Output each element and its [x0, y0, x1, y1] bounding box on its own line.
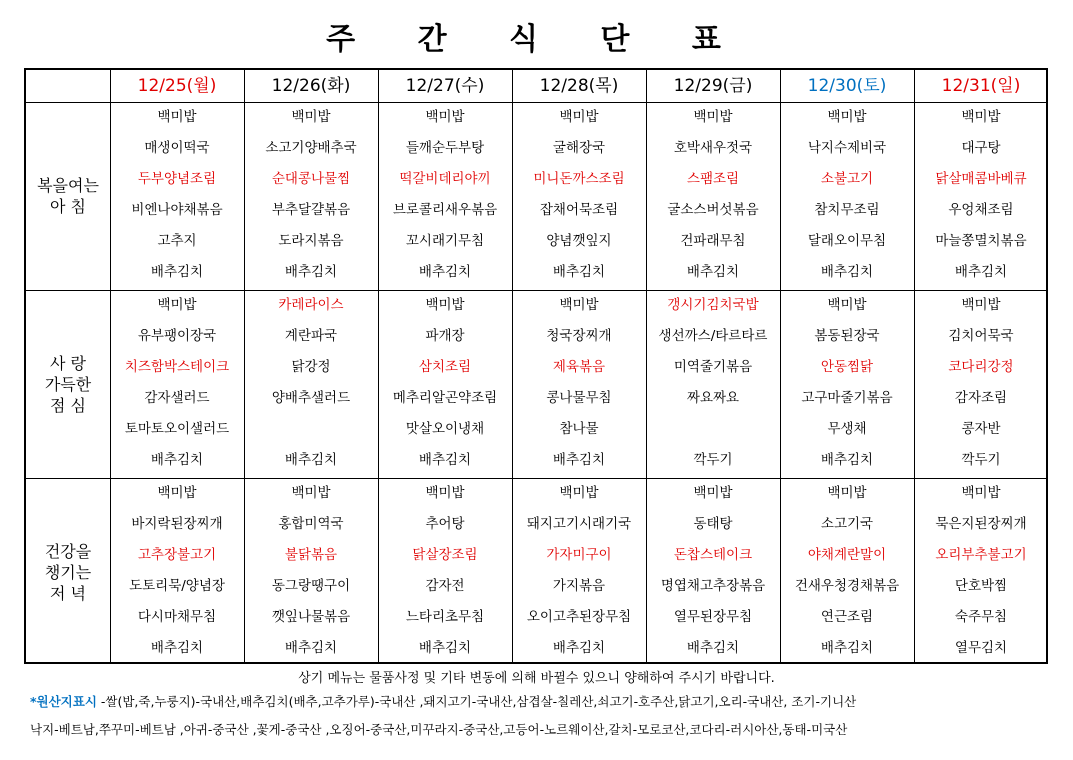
menu-item: 소불고기: [820, 171, 874, 187]
day-header: 12/28(목): [539, 76, 619, 96]
menu-item: 제육볶음: [552, 359, 606, 375]
meal-label: [26, 541, 110, 604]
menu-item: 오이고추된장무침: [526, 609, 632, 625]
menu-item: 잡채어묵조림: [539, 202, 619, 218]
menu-item: 백미밥: [827, 485, 867, 501]
menu-item: 봄동된장국: [814, 328, 880, 344]
menu-item: 돈찹스테이크: [673, 547, 753, 563]
meal-label-line: 복을여는: [37, 176, 99, 195]
menu-item: 파개장: [425, 328, 465, 344]
menu-item: 백미밥: [559, 297, 599, 313]
menu-item: 백미밥: [827, 297, 867, 313]
menu-item: 굴해장국: [552, 140, 606, 156]
menu-item: 배추김치: [284, 640, 338, 656]
menu-item: 백미밥: [693, 109, 733, 125]
menu-item: 닭살장조림: [412, 547, 478, 563]
menu-item: 소고기국: [820, 516, 874, 532]
menu-item: 계란파국: [284, 328, 338, 344]
menu-item: 동태탕: [693, 516, 733, 532]
menu-item: 바지락된장찌개: [131, 516, 223, 532]
menu-table: [24, 68, 1048, 664]
menu-item: 갱시기김치국밥: [667, 297, 759, 313]
menu-item: 홍합미역국: [278, 516, 344, 532]
menu-item: 연근조림: [820, 609, 874, 625]
menu-item: 메추리알곤약조림: [392, 390, 498, 406]
menu-item: 굴소스버섯볶음: [667, 202, 759, 218]
menu-item: 유부팽이장국: [137, 328, 217, 344]
day-header: 12/25(월): [137, 76, 217, 96]
menu-item: 청국장찌개: [546, 328, 612, 344]
menu-item: 콩자반: [961, 421, 1001, 437]
menu-item: 배추김치: [820, 264, 874, 280]
menu-item: 배추김치: [954, 264, 1008, 280]
menu-item: 콩나물무침: [546, 390, 612, 406]
menu-item: 꼬시래기무침: [405, 233, 485, 249]
menu-item: 명엽채고추장볶음: [660, 578, 766, 594]
menu-item: 감자조림: [954, 390, 1008, 406]
menu-item: 우엉채조림: [948, 202, 1014, 218]
origin-text-1: -쌀(밥,죽,누룽지)-국내산,배추김치(배추,고추가루)-국내산 ,돼지고기-국내산,삼겹살-칠레산,쇠고기-호주산,닭고기,오리-국내산, 조기-기니산: [96, 694, 857, 709]
menu-item: 백미밥: [559, 485, 599, 501]
meal-label-line: 사 랑: [50, 353, 86, 373]
menu-item: 깻잎나물볶음: [271, 609, 351, 625]
menu-item: 배추김치: [686, 264, 740, 280]
menu-item: 백미밥: [157, 485, 197, 501]
menu-item: 백미밥: [157, 109, 197, 125]
menu-item: 안동찜닭: [820, 359, 874, 375]
menu-item: 낙지수제비국: [807, 140, 887, 156]
menu-item: 건파래무침: [680, 233, 746, 249]
meal-label-line: 챙기는: [44, 562, 92, 582]
menu-item: 배추김치: [150, 264, 204, 280]
menu-item: 맛살오이냉채: [405, 421, 485, 437]
menu-item: 백미밥: [827, 109, 867, 125]
menu-item: 백미밥: [961, 485, 1001, 501]
menu-item: 들깨순두부탕: [405, 140, 485, 156]
menu-item: 단호박찜: [954, 578, 1008, 594]
menu-item: 달래오이무침: [807, 233, 887, 249]
menu-item: 배추김치: [418, 452, 472, 468]
menu-item: 고구마줄기볶음: [801, 390, 893, 406]
menu-item: 고추지: [157, 233, 197, 249]
menu-item: 순대콩나물찜: [271, 171, 351, 187]
menu-item: 백미밥: [425, 109, 465, 125]
day-header: 12/31(일): [941, 76, 1021, 96]
menu-item: 참치무조림: [814, 202, 880, 218]
menu-item: 배추김치: [418, 640, 472, 656]
menu-item: 닭강정: [291, 359, 331, 375]
menu-item: 백미밥: [425, 297, 465, 313]
menu-item: 배추김치: [820, 452, 874, 468]
menu-item: 카레라이스: [278, 297, 344, 313]
menu-item: 백미밥: [157, 297, 197, 313]
menu-item: 야채계란말이: [807, 547, 887, 563]
menu-item: 닭살매콤바베큐: [935, 171, 1027, 187]
menu-item: 배추김치: [284, 264, 338, 280]
menu-item: 건새우청경채볶음: [794, 578, 900, 594]
menu-item: 깍두기: [961, 452, 1001, 468]
menu-item: 감자샐러드: [144, 390, 210, 406]
menu-item: 깍두기: [693, 452, 733, 468]
origin-line-2: 낙지-베트남,쭈꾸미-베트남 ,아귀-중국산 ,꽃게-중국산 ,오징어-중국산,미꾸라지-중국산,고등어-노르웨이산,갈치-모로코산,코다리-러시아산,동태-미국산: [30, 722, 848, 737]
meal-label-line: 아 침: [50, 197, 86, 216]
menu-item: 추어탕: [425, 516, 465, 532]
menu-item: 열무김치: [954, 640, 1008, 656]
menu-item: 고추장불고기: [137, 547, 217, 563]
menu-item: 미니돈까스조림: [533, 171, 625, 187]
menu-item: 감자전: [425, 578, 465, 594]
menu-item: 숙주무침: [954, 609, 1008, 625]
menu-item: 배추김치: [150, 452, 204, 468]
meal-label-line: 점 심: [50, 395, 86, 415]
menu-item: 마늘쫑멸치볶음: [935, 233, 1027, 249]
menu-item: 배추김치: [552, 264, 606, 280]
menu-item: 토마토오이샐러드: [124, 421, 230, 437]
day-header: 12/26(화): [271, 76, 351, 96]
menu-item: 도라지볶음: [278, 233, 344, 249]
menu-item: 무생채: [827, 421, 867, 437]
menu-item: 생선까스/타르타르: [658, 328, 768, 344]
page-title: 주 간 식 단 표: [326, 22, 747, 57]
meal-label-line: 건강을: [44, 541, 92, 561]
menu-item: 참나물: [559, 421, 599, 437]
meal-label: [26, 353, 110, 416]
menu-item: 백미밥: [961, 109, 1001, 125]
menu-item: 스팸조림: [686, 171, 740, 187]
menu-item: 불닭볶음: [284, 547, 338, 563]
menu-item: 가지볶음: [552, 578, 606, 594]
origin-line-1: [30, 692, 856, 710]
menu-item: 양념깻잎지: [546, 233, 612, 249]
menu-item: 배추김치: [686, 640, 740, 656]
menu-item: 브로콜리새우볶음: [392, 202, 498, 218]
menu-item: 매생이떡국: [144, 140, 210, 156]
menu-item: 열무된장무침: [673, 609, 753, 625]
menu-item: 배추김치: [820, 640, 874, 656]
menu-item: 대구탕: [961, 140, 1001, 156]
menu-item: 배추김치: [150, 640, 204, 656]
menu-item: 호박새우젓국: [673, 140, 753, 156]
menu-item: 다시마채무침: [137, 609, 217, 625]
menu-item: 코다리강정: [948, 359, 1014, 375]
menu-item: 가자미구이: [546, 547, 612, 563]
meal-label-line: 가득한: [44, 374, 92, 394]
menu-item: 배추김치: [418, 264, 472, 280]
menu-item: 백미밥: [291, 109, 331, 125]
menu-item: 백미밥: [425, 485, 465, 501]
meal-label-line: 저 녁: [50, 583, 86, 603]
menu-item: 떡갈비데리야끼: [399, 171, 491, 187]
notice-text: 상기 메뉴는 물품사정 및 기타 변동에 의해 바뀔수 있으니 양해하여 주시기 바랍니다.: [298, 671, 775, 686]
menu-item: 치즈함박스테이크: [124, 359, 230, 375]
menu-item: 부추달걀볶음: [271, 202, 351, 218]
menu-item: 백미밥: [693, 485, 733, 501]
menu-item: 미역줄기볶음: [673, 359, 753, 375]
menu-item: 백미밥: [291, 485, 331, 501]
menu-item: 돼지고기시래기국: [526, 516, 632, 532]
menu-item: 두부양념조림: [137, 171, 217, 187]
menu-item: 도토리묵/양념장: [129, 578, 225, 594]
origin-label: *원산지표시: [30, 694, 97, 709]
menu-item: 소고기양배추국: [265, 140, 357, 156]
menu-item: 비엔나야채볶음: [131, 202, 223, 218]
menu-item: 백미밥: [961, 297, 1001, 313]
day-header: 12/29(금): [673, 76, 753, 96]
menu-item: 백미밥: [559, 109, 599, 125]
menu-item: 짜요짜요: [686, 390, 740, 406]
menu-item: 양배추샐러드: [271, 390, 351, 406]
menu-item: 느타리초무침: [405, 609, 485, 625]
menu-item: 배추김치: [284, 452, 338, 468]
day-header: 12/30(토): [807, 76, 887, 96]
menu-item: 묵은지된장찌개: [935, 516, 1027, 532]
day-header: 12/27(수): [405, 76, 485, 96]
menu-item: 오리부추불고기: [935, 547, 1027, 563]
meal-label: [26, 175, 110, 217]
menu-item: 삼치조림: [418, 359, 472, 375]
menu-item: 김치어묵국: [948, 328, 1014, 344]
menu-item: 동그랑땡구이: [271, 578, 351, 594]
menu-item: 배추김치: [552, 452, 606, 468]
menu-item: 배추김치: [552, 640, 606, 656]
